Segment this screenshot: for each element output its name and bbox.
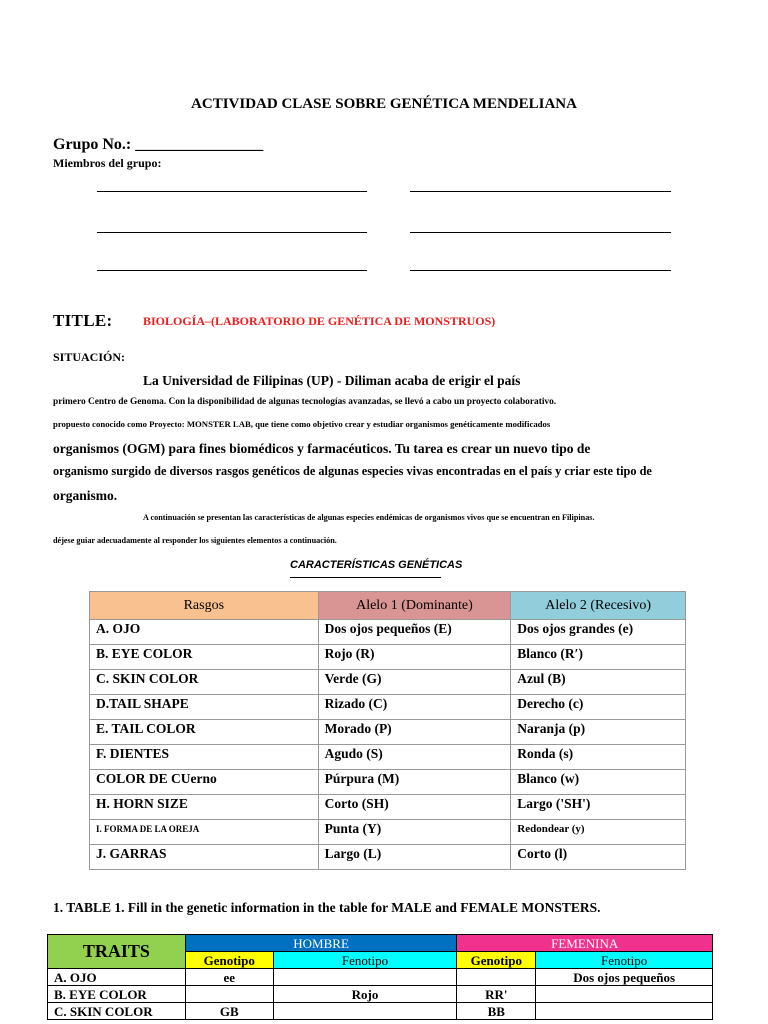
table-row	[90, 770, 686, 795]
dominant-cell: Dos ojos pequeños (E)	[318, 620, 511, 645]
member-line	[97, 191, 367, 192]
traits-header: TRAITS	[48, 935, 186, 969]
dominant-cell: Largo (L)	[318, 845, 511, 870]
member-line	[97, 232, 367, 233]
recessive-cell: Derecho (c)	[511, 695, 686, 720]
table-row	[90, 745, 686, 770]
situation-line: déjese guiar adecuadamente al responder los siguientes elementos a continuación.	[53, 536, 337, 545]
title-label: TITLE:	[53, 311, 113, 330]
dominant-cell: Morado (P)	[318, 720, 511, 745]
table-row	[48, 969, 713, 986]
table-row	[48, 1003, 713, 1020]
recessive-cell: Azul (B)	[511, 670, 686, 695]
recessive-cell: Corto (l)	[511, 845, 686, 870]
table-row	[90, 820, 686, 845]
recessive-cell: Largo ('SH')	[511, 795, 686, 820]
recessive-cell: Blanco (w)	[511, 770, 686, 795]
trait-cell: B. EYE COLOR	[48, 986, 186, 1003]
trait-cell: B. EYE COLOR	[90, 645, 319, 670]
table-header-row	[48, 935, 713, 952]
table-header-row	[90, 592, 686, 620]
dominant-cell: Púrpura (M)	[318, 770, 511, 795]
female-genotype-cell[interactable]	[457, 969, 536, 986]
recessive-cell: Ronda (s)	[511, 745, 686, 770]
group-number-field: Grupo No.: ________________	[53, 136, 264, 153]
member-line	[410, 232, 671, 233]
member-line	[410, 270, 671, 271]
dominant-cell: Rojo (R)	[318, 645, 511, 670]
trait-cell: E. TAIL COLOR	[90, 720, 319, 745]
question-1: 1. TABLE 1. Fill in the genetic information in the table for MALE and FEMALE MONSTERS.	[53, 900, 601, 915]
column-header: Rasgos	[90, 592, 319, 620]
situation-line: organismo surgido de diversos rasgos genéticos de algunas especies vivas encontradas en el país y criar este tipo de	[53, 464, 652, 478]
female-genotype-cell[interactable]: BB	[457, 1003, 536, 1020]
male-genotype-cell[interactable]: GB	[185, 1003, 273, 1020]
trait-cell: A. OJO	[90, 620, 319, 645]
male-genotype-cell[interactable]	[185, 986, 273, 1003]
situation-line: propuesto conocido como Proyecto: MONSTER LAB, que tiene como objetivo crear y estudiar organismos genéticamente modificados	[53, 419, 551, 429]
trait-cell: F. DIENTES	[90, 745, 319, 770]
dominant-cell: Verde (G)	[318, 670, 511, 695]
group-members-label: Miembros del grupo:	[53, 156, 162, 170]
situation-line: A continuación se presentan las características de algunas especies endémicas de organismos vivos que se encuentran en Filipinas.	[143, 513, 595, 522]
document-title: ACTIVIDAD CLASE SOBRE GENÉTICA MENDELIANA	[191, 96, 577, 112]
title-value: BIOLOGÍA–(LABORATORIO DE GENÉTICA DE MONSTRUOS)	[143, 314, 496, 328]
trait-cell: A. OJO	[48, 969, 186, 986]
table-row	[90, 695, 686, 720]
genotype-header: Genotipo	[185, 952, 273, 969]
genotype-header: Genotipo	[457, 952, 536, 969]
genetic-traits-table	[89, 591, 686, 870]
situation-line: La Universidad de Filipinas (UP) - Diliman acaba de erigir el país	[143, 373, 521, 388]
column-header: Alelo 2 (Recesivo)	[511, 592, 686, 620]
member-line	[97, 270, 367, 271]
trait-cell: J. GARRAS	[90, 845, 319, 870]
female-phenotype-cell[interactable]: Dos ojos pequeños	[536, 969, 713, 986]
situation-line: organismo.	[53, 488, 118, 503]
recessive-cell: Blanco (R′)	[511, 645, 686, 670]
table-row	[90, 670, 686, 695]
situation-label: SITUACIÓN:	[53, 350, 126, 364]
male-genotype-cell[interactable]: ee	[185, 969, 273, 986]
male-phenotype-cell[interactable]: Rojo	[273, 986, 457, 1003]
section-underline	[290, 577, 441, 578]
male-phenotype-cell[interactable]	[273, 969, 457, 986]
dominant-cell: Corto (SH)	[318, 795, 511, 820]
female-phenotype-cell[interactable]	[536, 1003, 713, 1020]
dominant-cell: Punta (Y)	[318, 820, 511, 845]
situation-line: organismos (OGM) para fines biomédicos y farmacéuticos. Tu tarea es crear un nuevo tipo de	[53, 441, 591, 456]
trait-cell: D.TAIL SHAPE	[90, 695, 319, 720]
monster-genetics-table	[47, 934, 713, 1020]
trait-cell: COLOR DE CUerno	[90, 770, 319, 795]
female-genotype-cell[interactable]: RR'	[457, 986, 536, 1003]
male-header: HOMBRE	[185, 935, 457, 952]
column-header: Alelo 1 (Dominante)	[318, 592, 511, 620]
female-phenotype-cell[interactable]	[536, 986, 713, 1003]
dominant-cell: Agudo (S)	[318, 745, 511, 770]
table-row	[90, 720, 686, 745]
table-row	[90, 620, 686, 645]
table-row	[48, 986, 713, 1003]
phenotype-header: Fenotipo	[536, 952, 713, 969]
trait-cell: C. SKIN COLOR	[48, 1003, 186, 1020]
recessive-cell: Redondear (y)	[511, 820, 686, 845]
trait-cell: H. HORN SIZE	[90, 795, 319, 820]
table-row	[90, 795, 686, 820]
female-header: FEMENINA	[457, 935, 713, 952]
trait-cell: I. FORMA DE LA OREJA	[90, 820, 319, 845]
situation-line: primero Centro de Genoma. Con la disponibilidad de algunas tecnologías avanzadas, se llevó a cabo un proyecto colaborativo.	[53, 397, 557, 407]
member-line	[410, 191, 671, 192]
recessive-cell: Naranja (p)	[511, 720, 686, 745]
trait-cell: C. SKIN COLOR	[90, 670, 319, 695]
table-row	[90, 845, 686, 870]
phenotype-header: Fenotipo	[273, 952, 457, 969]
recessive-cell: Dos ojos grandes (e)	[511, 620, 686, 645]
dominant-cell: Rizado (C)	[318, 695, 511, 720]
section-title: CARACTERÍSTICAS GENÉTICAS	[290, 559, 463, 571]
table-row	[90, 645, 686, 670]
male-phenotype-cell[interactable]	[273, 1003, 457, 1020]
